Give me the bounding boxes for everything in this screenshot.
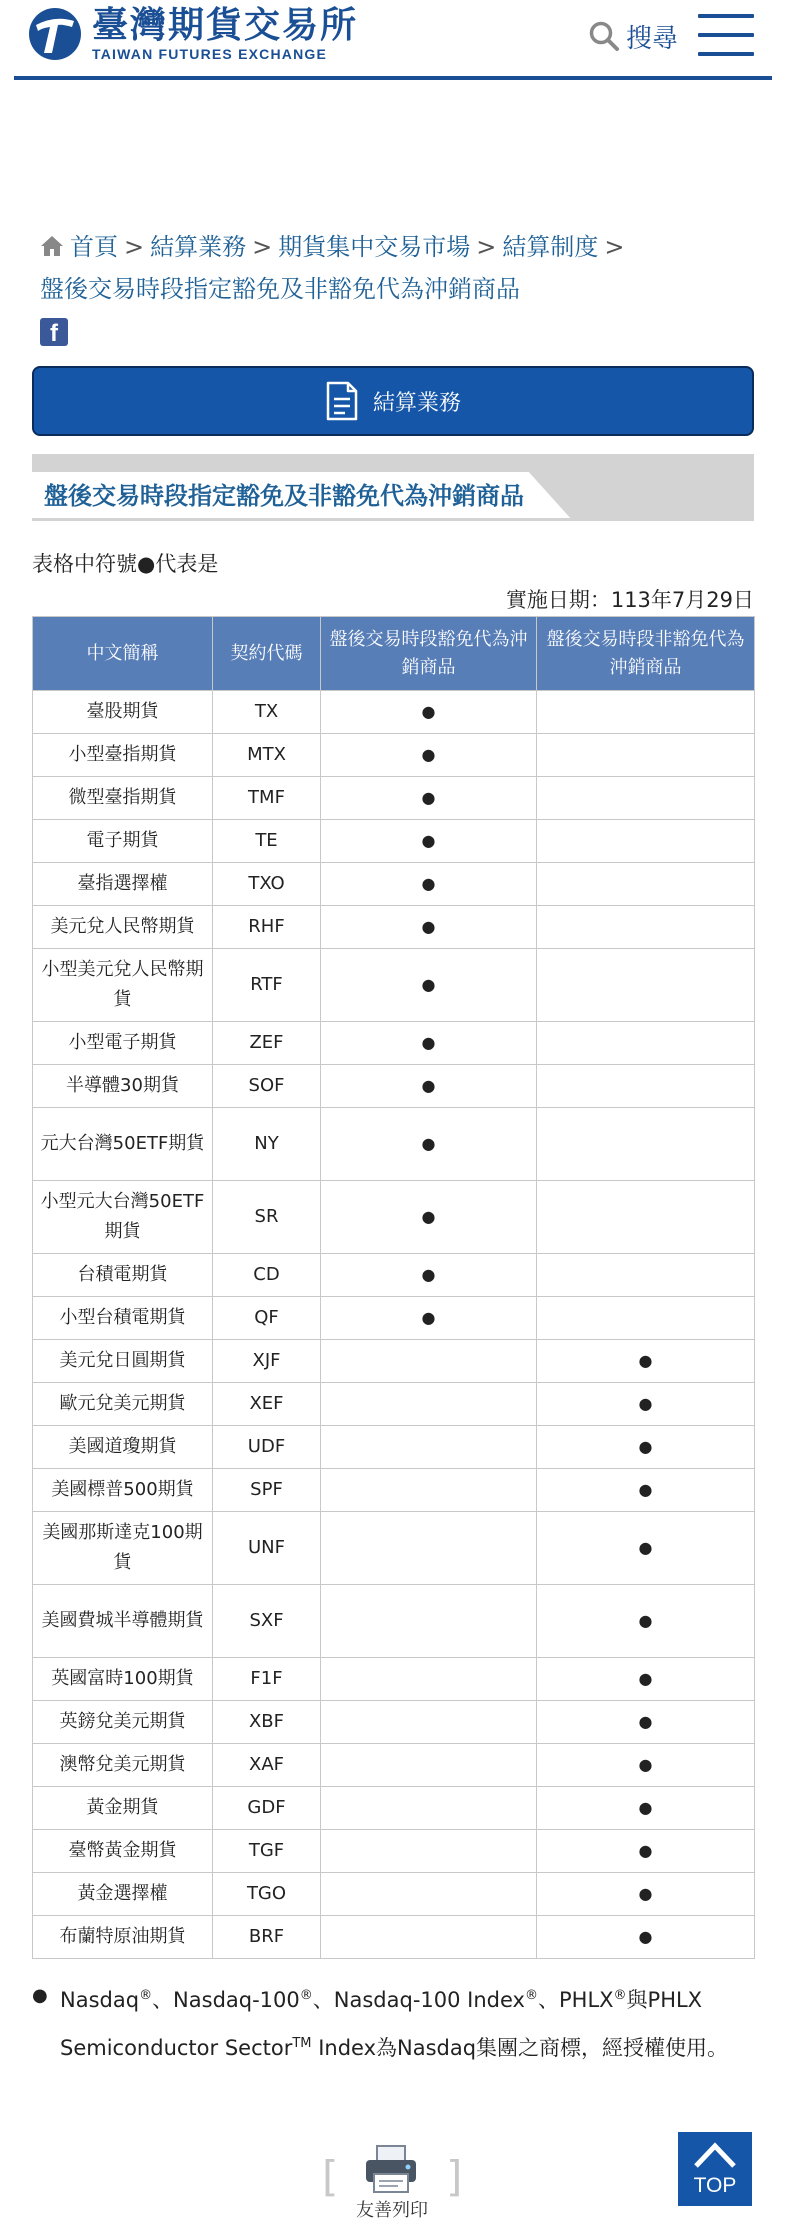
- table-row: [33, 1469, 755, 1512]
- contract-code-cell: TE: [213, 820, 321, 863]
- registered-mark: ®: [139, 1988, 153, 2003]
- site-header: [14, 0, 772, 80]
- breadcrumb-clearing-system[interactable]: 結算制度: [502, 233, 599, 261]
- contract-code-cell: BRF: [213, 1916, 321, 1959]
- section-menu-button[interactable]: [32, 366, 754, 436]
- footnote-text: Nasdaq: [60, 1988, 140, 2012]
- trademark-footnote: [32, 1974, 754, 2070]
- table-row: [33, 906, 755, 949]
- exempt-cell: ●: [321, 820, 537, 863]
- non-exempt-cell: [537, 949, 755, 1022]
- registered-mark: ®: [524, 1988, 538, 2003]
- product-name-cell: 半導體30期貨: [33, 1065, 213, 1108]
- exempt-cell: ●: [321, 734, 537, 777]
- table-row: [33, 1830, 755, 1873]
- bracket-right: ]: [446, 2152, 463, 2201]
- product-name-cell: 黃金選擇權: [33, 1873, 213, 1916]
- product-name-cell: 美國道瓊期貨: [33, 1426, 213, 1469]
- registered-mark: ®: [299, 1988, 313, 2003]
- non-exempt-cell: [537, 777, 755, 820]
- exempt-cell: [321, 1744, 537, 1787]
- product-name-cell: 小型電子期貨: [33, 1022, 213, 1065]
- home-icon: [40, 235, 64, 257]
- exempt-cell: ●: [321, 949, 537, 1022]
- table-body: [33, 691, 755, 1959]
- non-exempt-cell: ●: [537, 1658, 755, 1701]
- table-row: [33, 820, 755, 863]
- bracket-left: [: [322, 2152, 339, 2201]
- table-row: [33, 1426, 755, 1469]
- exempt-cell: [321, 1873, 537, 1916]
- breadcrumb-futures-market[interactable]: 期貨集中交易市場: [278, 233, 471, 261]
- chevron-up-icon: [692, 2140, 738, 2170]
- contract-code-cell: ZEF: [213, 1022, 321, 1065]
- exempt-cell: ●: [321, 1065, 537, 1108]
- non-exempt-cell: ●: [537, 1701, 755, 1744]
- non-exempt-cell: ●: [537, 1340, 755, 1383]
- registered-mark: ®: [613, 1988, 627, 2003]
- contract-code-cell: UNF: [213, 1512, 321, 1585]
- footnote-text: 、Nasdaq-100: [152, 1988, 300, 2012]
- product-name-cell: 小型台積電期貨: [33, 1297, 213, 1340]
- exempt-cell: [321, 1916, 537, 1959]
- exempt-cell: [321, 1830, 537, 1873]
- facebook-share-icon[interactable]: f: [40, 318, 68, 346]
- table-row: [33, 691, 755, 734]
- product-name-cell: 微型臺指期貨: [33, 777, 213, 820]
- non-exempt-cell: [537, 1254, 755, 1297]
- search-button[interactable]: [588, 16, 678, 56]
- product-name-cell: 臺指選擇權: [33, 863, 213, 906]
- contract-code-cell: XBF: [213, 1701, 321, 1744]
- trademark-mark: TM: [292, 2036, 312, 2051]
- exempt-cell: ●: [321, 1022, 537, 1065]
- exempt-cell: ●: [321, 777, 537, 820]
- product-name-cell: 美元兌日圓期貨: [33, 1340, 213, 1383]
- non-exempt-cell: ●: [537, 1383, 755, 1426]
- product-name-cell: 英鎊兌美元期貨: [33, 1701, 213, 1744]
- effective-date: 實施日期：113年7月29日: [505, 588, 754, 612]
- site-logo[interactable]: [28, 6, 358, 62]
- table-row: [33, 1340, 755, 1383]
- exempt-cell: ●: [321, 906, 537, 949]
- exempt-cell: ●: [321, 1108, 537, 1181]
- non-exempt-cell: ●: [537, 1873, 755, 1916]
- non-exempt-cell: ●: [537, 1585, 755, 1658]
- product-name-cell: 台積電期貨: [33, 1254, 213, 1297]
- table-row: [33, 1022, 755, 1065]
- header-exempt: 盤後交易時段豁免代為沖銷商品: [321, 617, 537, 691]
- logo-english-name: TAIWAN FUTURES EXCHANGE: [92, 46, 328, 62]
- contract-code-cell: F1F: [213, 1658, 321, 1701]
- exempt-cell: ●: [321, 863, 537, 906]
- table-row: [33, 949, 755, 1022]
- exempt-cell: [321, 1340, 537, 1383]
- exempt-cell: ●: [321, 1181, 537, 1254]
- non-exempt-cell: ●: [537, 1787, 755, 1830]
- contract-code-cell: XJF: [213, 1340, 321, 1383]
- product-name-cell: 美國那斯達克100期貨: [33, 1512, 213, 1585]
- bullet-icon: ●: [32, 1985, 48, 2006]
- breadcrumb-separator: >: [252, 233, 273, 261]
- table-row: [33, 863, 755, 906]
- product-name-cell: 臺幣黃金期貨: [33, 1830, 213, 1873]
- table-row: [33, 1585, 755, 1658]
- product-name-cell: 小型臺指期貨: [33, 734, 213, 777]
- non-exempt-cell: [537, 906, 755, 949]
- breadcrumb-current: 盤後交易時段指定豁免及非豁免代為沖銷商品: [40, 275, 520, 303]
- contract-code-cell: RHF: [213, 906, 321, 949]
- print-label: 友善列印: [356, 2200, 428, 2221]
- non-exempt-cell: ●: [537, 1744, 755, 1787]
- contract-code-cell: SOF: [213, 1065, 321, 1108]
- product-name-cell: 小型元大台灣50ETF期貨: [33, 1181, 213, 1254]
- products-table: [32, 616, 755, 1959]
- non-exempt-cell: ●: [537, 1916, 755, 1959]
- contract-code-cell: TGO: [213, 1873, 321, 1916]
- table-row: [33, 1916, 755, 1959]
- header-name: 中文簡稱: [33, 617, 213, 691]
- contract-code-cell: QF: [213, 1297, 321, 1340]
- contract-code-cell: GDF: [213, 1787, 321, 1830]
- table-row: [33, 1108, 755, 1181]
- non-exempt-cell: [537, 1022, 755, 1065]
- non-exempt-cell: [537, 820, 755, 863]
- contract-code-cell: RTF: [213, 949, 321, 1022]
- footnote-text: Index為Nasdaq集團之商標，經授權使用。: [311, 2036, 729, 2060]
- product-name-cell: 美國標普500期貨: [33, 1469, 213, 1512]
- header-code: 契約代碼: [213, 617, 321, 691]
- footnote-text: 、Nasdaq-100 Index: [312, 1988, 525, 2012]
- logo-chinese-name: 臺灣期貨交易所: [92, 4, 359, 46]
- section-menu-label: 結算業務: [372, 390, 461, 416]
- document-icon: [325, 381, 359, 421]
- search-icon: [588, 20, 620, 52]
- non-exempt-cell: ●: [537, 1426, 755, 1469]
- print-friendly-button[interactable]: [322, 2140, 462, 2224]
- table-row: [33, 1787, 755, 1830]
- non-exempt-cell: [537, 1181, 755, 1254]
- breadcrumb: [40, 226, 760, 310]
- exempt-cell: [321, 1512, 537, 1585]
- table-row: [33, 1254, 755, 1297]
- breadcrumb-clearing[interactable]: 結算業務: [150, 233, 247, 261]
- non-exempt-cell: [537, 691, 755, 734]
- non-exempt-cell: ●: [537, 1469, 755, 1512]
- exempt-cell: ●: [321, 1254, 537, 1297]
- product-name-cell: 元大台灣50ETF期貨: [33, 1108, 213, 1181]
- table-legend-note: 表格中符號●代表是: [32, 552, 219, 576]
- contract-code-cell: XAF: [213, 1744, 321, 1787]
- product-name-cell: 布蘭特原油期貨: [33, 1916, 213, 1959]
- exempt-cell: ●: [321, 691, 537, 734]
- product-name-cell: 黃金期貨: [33, 1787, 213, 1830]
- header-non-exempt: 盤後交易時段非豁免代為沖銷商品: [537, 617, 755, 691]
- table-row: [33, 1701, 755, 1744]
- title-divider: [32, 518, 754, 521]
- contract-code-cell: CD: [213, 1254, 321, 1297]
- non-exempt-cell: ●: [537, 1512, 755, 1585]
- table-row: [33, 1383, 755, 1426]
- exempt-cell: [321, 1585, 537, 1658]
- contract-code-cell: XEF: [213, 1383, 321, 1426]
- non-exempt-cell: [537, 863, 755, 906]
- contract-code-cell: NY: [213, 1108, 321, 1181]
- contract-code-cell: TMF: [213, 777, 321, 820]
- product-name-cell: 歐元兌美元期貨: [33, 1383, 213, 1426]
- non-exempt-cell: [537, 1108, 755, 1181]
- page-title: 盤後交易時段指定豁免及非豁免代為沖銷商品: [44, 482, 524, 510]
- exempt-cell: [321, 1383, 537, 1426]
- table-row: [33, 1658, 755, 1701]
- contract-code-cell: TXO: [213, 863, 321, 906]
- non-exempt-cell: [537, 1065, 755, 1108]
- footnote-text: 與PHLX Semiconductor Sector: [60, 1988, 703, 2060]
- table-row: [33, 734, 755, 777]
- contract-code-cell: TGF: [213, 1830, 321, 1873]
- exempt-cell: [321, 1426, 537, 1469]
- product-name-cell: 英國富時100期貨: [33, 1658, 213, 1701]
- page-title-band: [32, 454, 754, 520]
- product-name-cell: 美國費城半導體期貨: [33, 1585, 213, 1658]
- contract-code-cell: SXF: [213, 1585, 321, 1658]
- breadcrumb-separator: >: [476, 233, 497, 261]
- table-row: [33, 1512, 755, 1585]
- product-name-cell: 臺股期貨: [33, 691, 213, 734]
- table-row: [33, 777, 755, 820]
- contract-code-cell: TX: [213, 691, 321, 734]
- breadcrumb-separator: >: [124, 233, 145, 261]
- exempt-cell: [321, 1658, 537, 1701]
- footnote-text: 、PHLX: [537, 1988, 614, 2012]
- contract-code-cell: UDF: [213, 1426, 321, 1469]
- non-exempt-cell: ●: [537, 1830, 755, 1873]
- non-exempt-cell: [537, 1297, 755, 1340]
- exempt-cell: [321, 1701, 537, 1744]
- table-row: [33, 1744, 755, 1787]
- exempt-cell: [321, 1787, 537, 1830]
- back-to-top-button[interactable]: [678, 2132, 752, 2206]
- table-row: [33, 1297, 755, 1340]
- contract-code-cell: SPF: [213, 1469, 321, 1512]
- table-header-row: [33, 617, 755, 691]
- contract-code-cell: SR: [213, 1181, 321, 1254]
- exempt-cell: ●: [321, 1297, 537, 1340]
- breadcrumb-separator: >: [604, 233, 625, 261]
- exempt-cell: [321, 1469, 537, 1512]
- table-row: [33, 1873, 755, 1916]
- back-to-top-label: TOP: [693, 2174, 737, 2197]
- breadcrumb-home[interactable]: 首頁: [70, 233, 118, 261]
- contract-code-cell: MTX: [213, 734, 321, 777]
- search-label: 搜尋: [626, 23, 679, 54]
- printer-icon: [362, 2144, 420, 2194]
- product-name-cell: 美元兌人民幣期貨: [33, 906, 213, 949]
- taifex-logo-icon: [28, 7, 82, 61]
- product-name-cell: 澳幣兌美元期貨: [33, 1744, 213, 1787]
- table-row: [33, 1065, 755, 1108]
- table-row: [33, 1181, 755, 1254]
- hamburger-menu-icon[interactable]: [698, 12, 754, 58]
- product-name-cell: 小型美元兌人民幣期貨: [33, 949, 213, 1022]
- product-name-cell: 電子期貨: [33, 820, 213, 863]
- non-exempt-cell: [537, 734, 755, 777]
